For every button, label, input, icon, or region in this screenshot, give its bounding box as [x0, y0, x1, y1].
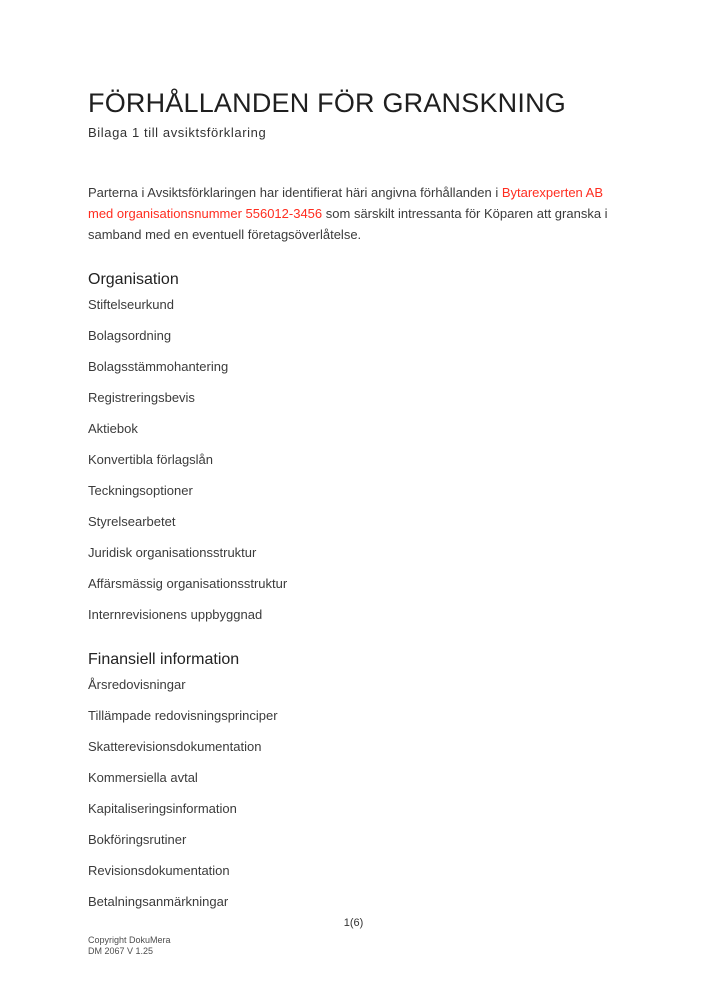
- copyright-line-1: Copyright DokuMera: [88, 935, 171, 945]
- section-heading-finansiell-information: Finansiell information: [88, 651, 240, 668]
- list-item: Bolagsstämmohantering: [88, 359, 229, 374]
- list-item: Revisionsdokumentation: [88, 863, 230, 878]
- company-highlight-text: Bytarexperten AB med organisationsnummer 556012-3456: [88, 185, 604, 221]
- organisation-item-list: [88, 297, 623, 623]
- document-title: FÖRHÅLLANDEN FÖR GRANSKNING: [88, 88, 566, 118]
- list-item: Bokföringsrutiner: [88, 832, 187, 847]
- list-item: Kommersiella avtal: [88, 770, 198, 785]
- document-subtitle: Bilaga 1 till avsiktsförklaring: [88, 125, 267, 140]
- list-item: Internrevisionens uppbyggnad: [88, 607, 263, 622]
- list-item: Årsredovisningar: [88, 677, 186, 692]
- intro-paragraph: [88, 182, 628, 245]
- intro-text-before: Parterna i Avsiktsförklaringen har identifierat häri angivna förhållanden i: [88, 185, 502, 200]
- list-item: Affärsmässig organisationsstruktur: [88, 576, 288, 591]
- list-item: Stiftelseurkund: [88, 297, 174, 312]
- list-item: Bolagsordning: [88, 328, 172, 343]
- list-item: Aktiebok: [88, 421, 138, 436]
- page-number: 1(6): [343, 917, 364, 929]
- list-item: Styrelsearbetet: [88, 514, 176, 529]
- copyright-line-2: DM 2067 V 1.25: [88, 946, 154, 956]
- list-item: Tillämpade redovisningsprinciper: [88, 708, 278, 723]
- list-item: Kapitaliseringsinformation: [88, 801, 237, 816]
- section-heading-organisation: Organisation: [88, 271, 179, 288]
- list-item: Registreringsbevis: [88, 390, 195, 405]
- list-item: Teckningsoptioner: [88, 483, 193, 498]
- finansiell-item-list: [88, 677, 623, 910]
- list-item: Konvertibla förlagslån: [88, 452, 214, 467]
- list-item: Skatterevisionsdokumentation: [88, 739, 262, 754]
- copyright-notice: [88, 935, 171, 957]
- list-item: Betalningsanmärkningar: [88, 894, 229, 909]
- intro-text-after: som särskilt intressanta för Köparen att granska i samband med en eventuell företagsöverlåtelse.: [88, 206, 608, 242]
- list-item: Juridisk organisationsstruktur: [88, 545, 257, 560]
